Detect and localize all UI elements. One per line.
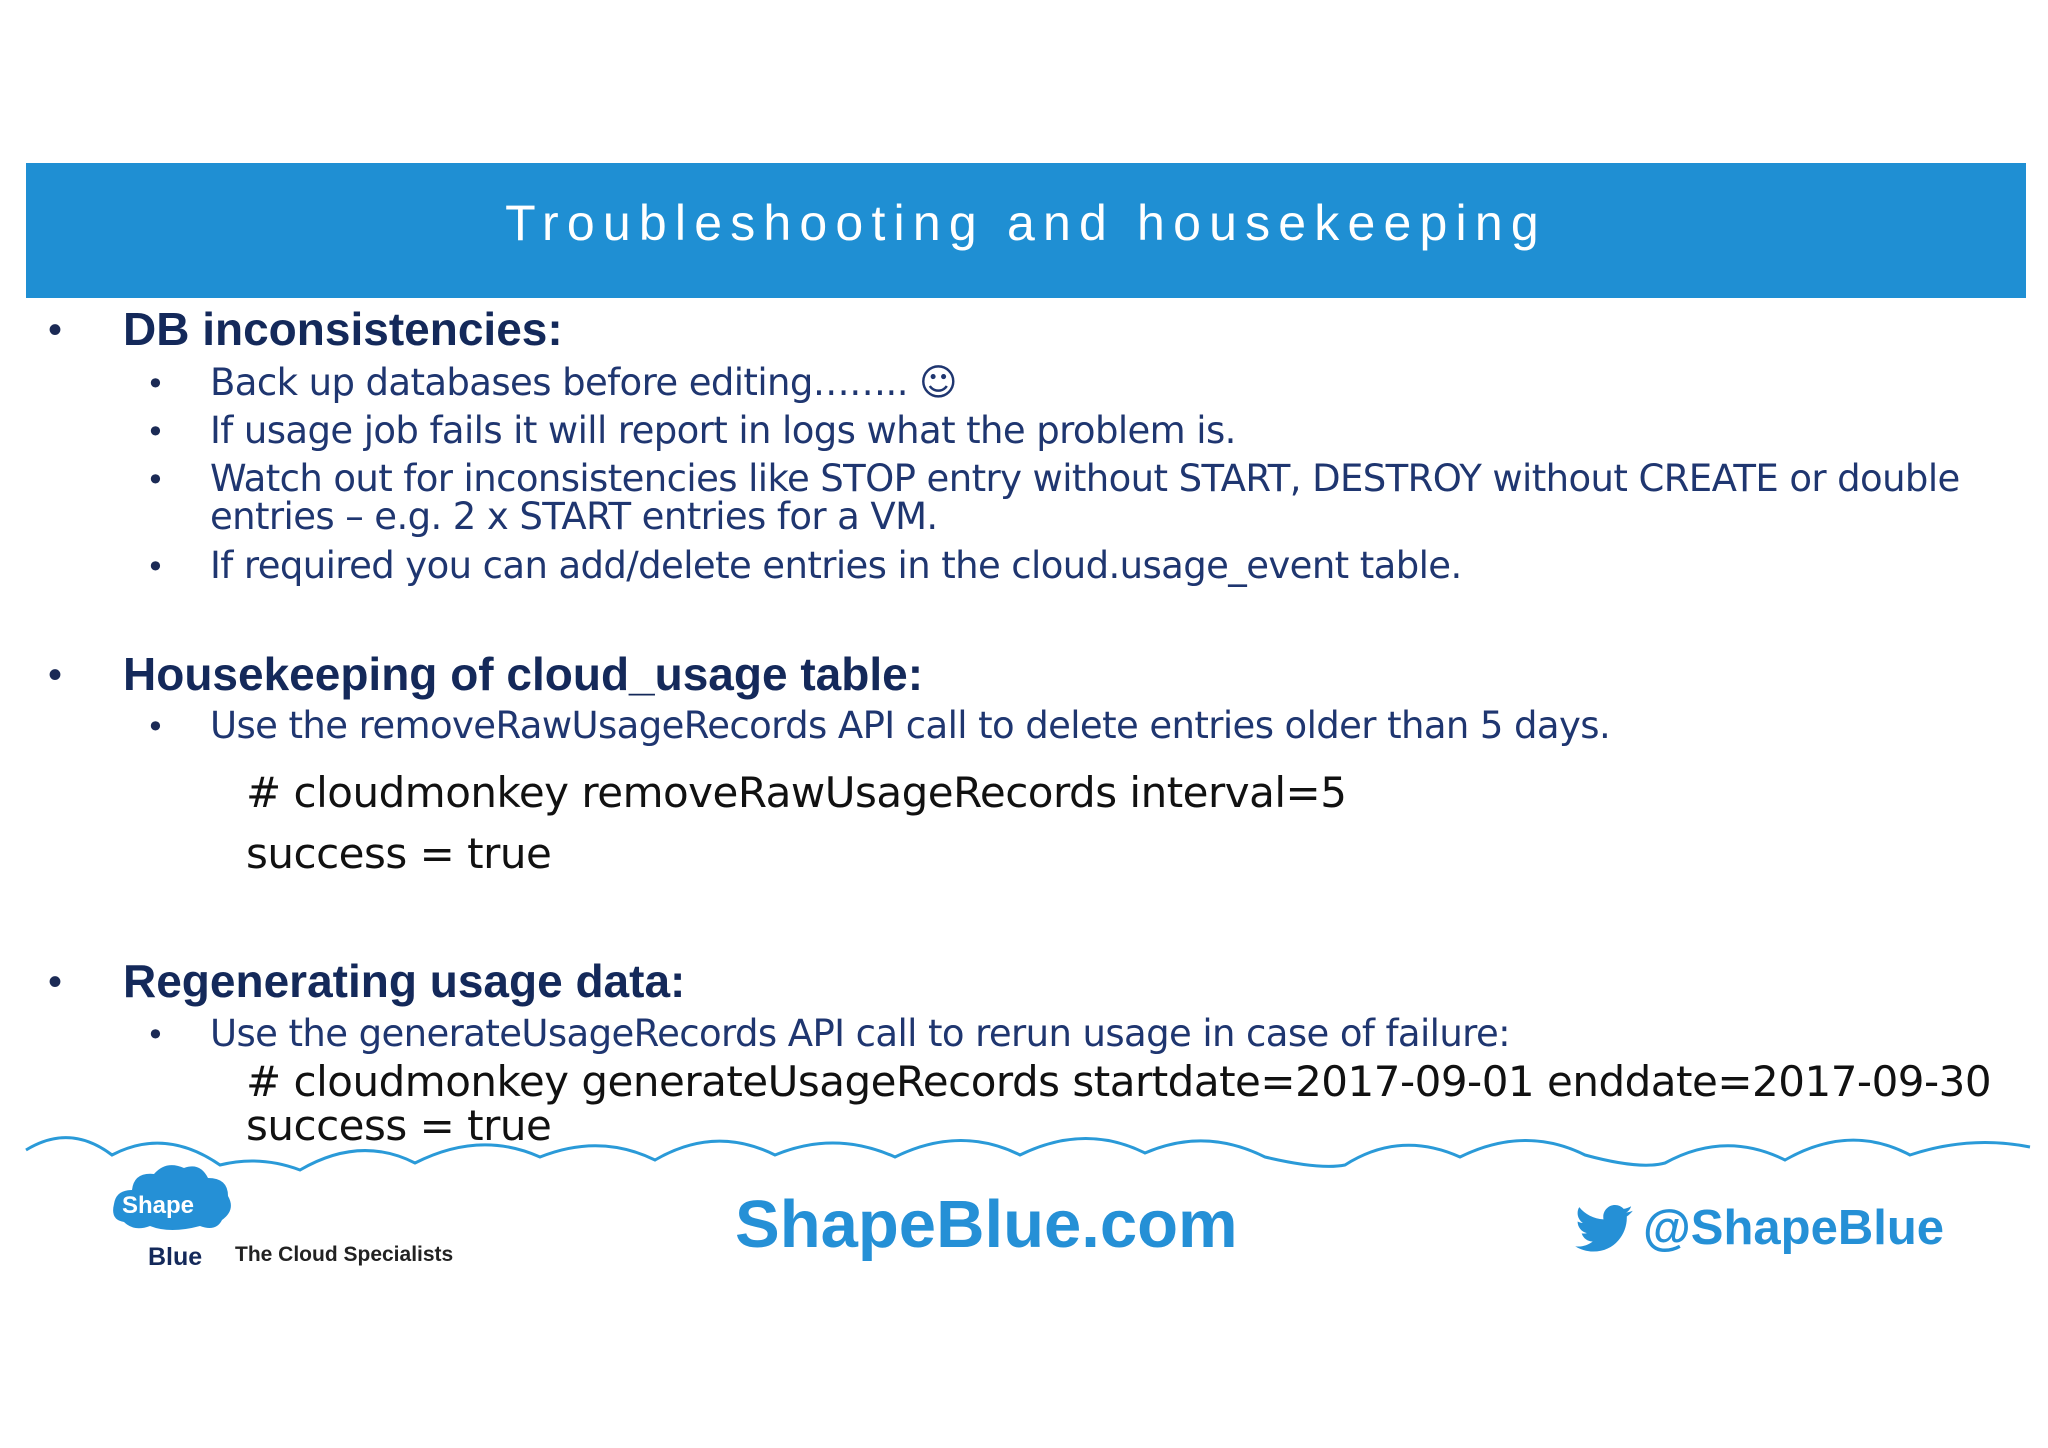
- code-result: success = true: [246, 829, 552, 878]
- title-bar: [26, 163, 2026, 298]
- list-bullet: •: [146, 461, 165, 499]
- list-item: If usage job fails it will report in logs what the problem is.: [210, 409, 1236, 452]
- list-item-continuation: entries – e.g. 2 x START entries for a VM.: [210, 495, 938, 538]
- section-title-housekeeping: Housekeeping of cloud_usage table:: [123, 648, 924, 700]
- list-bullet: •: [146, 413, 165, 451]
- twitter-handle-link[interactable]: @ShapeBlue: [1643, 1201, 1945, 1255]
- tagline: The Cloud Specialists: [235, 1243, 454, 1266]
- section-bullet: •: [48, 653, 63, 697]
- logo-text-top: Shape: [122, 1192, 195, 1219]
- section-title-db-inconsistencies: DB inconsistencies:: [123, 303, 563, 355]
- section-title-regenerating: Regenerating usage data:: [123, 955, 686, 1007]
- slide-title: Troubleshooting and housekeeping: [505, 195, 1547, 251]
- code-command: # cloudmonkey generateUsageRecords startdate=2017-09-01 enddate=2017-09-30: [246, 1057, 1992, 1106]
- list-bullet: •: [146, 708, 165, 746]
- list-item: Use the removeRawUsageRecords API call to delete entries older than 5 days.: [210, 704, 1611, 747]
- section-bullet: •: [48, 308, 63, 352]
- list-item: If required you can add/delete entries in the cloud.usage_event table.: [210, 544, 1462, 587]
- code-command: # cloudmonkey removeRawUsageRecords interval=5: [246, 768, 1347, 817]
- twitter-bird-icon: [1575, 1205, 1633, 1253]
- website-link[interactable]: ShapeBlue.com: [735, 1187, 1238, 1262]
- logo-text-bottom: Blue: [148, 1243, 203, 1271]
- section-bullet: •: [48, 960, 63, 1004]
- list-item: Back up databases before editing…….. ☺: [210, 361, 958, 404]
- list-bullet: •: [146, 548, 165, 586]
- list-item: Use the generateUsageRecords API call to rerun usage in case of failure:: [210, 1012, 1511, 1055]
- list-item: Watch out for inconsistencies like STOP entry without START, DESTROY without CREATE or double: [210, 457, 1960, 500]
- code-result: success = true: [246, 1101, 552, 1150]
- list-bullet: •: [146, 365, 165, 403]
- list-bullet: •: [146, 1016, 165, 1054]
